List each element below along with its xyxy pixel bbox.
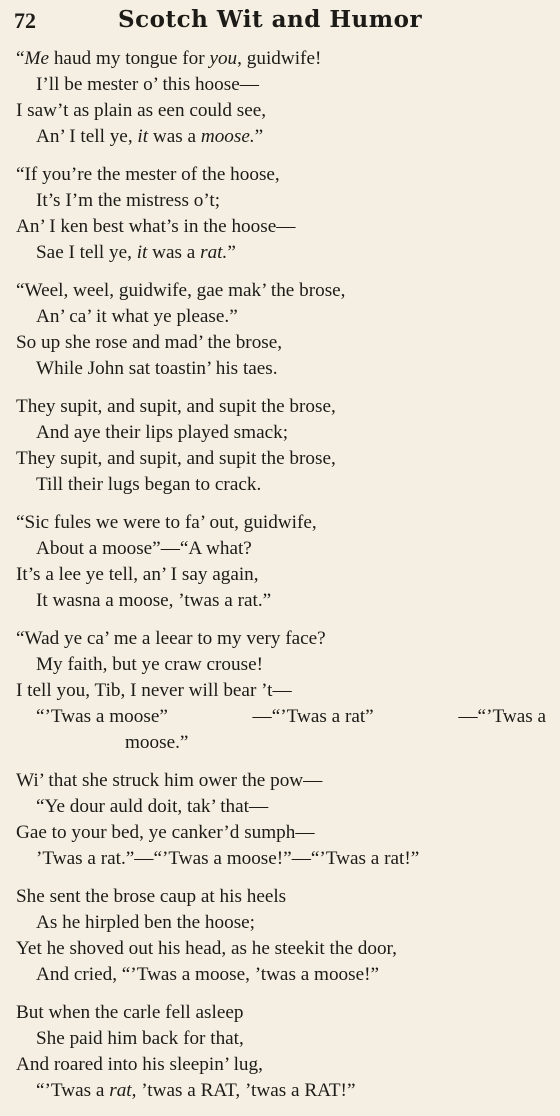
poem-line: It’s I’m the mistress o’t; xyxy=(36,190,221,211)
poem-line: “If you’re the mester of the hoose, xyxy=(16,164,280,185)
line-text: “ xyxy=(16,48,25,69)
stanza-2 xyxy=(16,162,548,266)
line-text: “’Twas a moose” xyxy=(36,706,168,727)
poem-line xyxy=(16,124,548,150)
poem-line: And cried, “’Twas a moose, ’twas a moose!” xyxy=(36,964,380,985)
line-text: haud my tongue for xyxy=(49,48,210,69)
stanza-7 xyxy=(16,768,548,872)
line-text: —“’Twas a xyxy=(458,706,546,727)
poem-line: It’s a lee ye tell, an’ I say again, xyxy=(16,564,259,585)
stanza-9 xyxy=(16,1000,548,1104)
stanza-6 xyxy=(16,626,548,756)
line-text: An’ I tell ye, xyxy=(36,126,138,147)
line-text: “’Twas a xyxy=(36,1080,110,1101)
poem-line: It wasna a moose, ’twas a rat.” xyxy=(36,590,272,611)
poem-line: About a moose”—“A what? xyxy=(36,538,252,559)
poem-line: My faith, but ye craw crouse! xyxy=(36,654,263,675)
poem-line: As he hirpled ben the hoose; xyxy=(36,912,256,933)
poem-line: While John sat toastin’ his taes. xyxy=(36,358,278,379)
stanza-4 xyxy=(16,394,548,498)
page-header xyxy=(0,6,560,36)
poem-line: They supit, and supit, and supit the brose, xyxy=(16,396,336,417)
stanza-1 xyxy=(16,46,548,150)
poem-line: An’ ca’ it what ye please.” xyxy=(36,306,238,327)
italic-text: you xyxy=(209,48,238,69)
poem-line: But when the carle fell asleep xyxy=(16,1002,244,1023)
poem-line: Till their lugs began to crack. xyxy=(36,474,262,495)
stanza-3 xyxy=(16,278,548,382)
line-text: ” xyxy=(254,126,264,147)
italic-text: rat xyxy=(109,1080,132,1101)
stanza-8 xyxy=(16,884,548,988)
poem-line: An’ I ken best what’s in the hoose— xyxy=(16,216,296,237)
line-text: was a xyxy=(147,242,201,263)
poem-line: I tell you, Tib, I never will bear ’t— xyxy=(16,680,292,701)
poem-line: “Sic fules we were to fa’ out, guidwife, xyxy=(16,512,317,533)
italic-text: Me xyxy=(24,48,50,69)
poem-line: Yet he shoved out his head, as he steekit the door, xyxy=(16,938,397,959)
line-text: —“’Twas a rat” xyxy=(252,706,374,727)
poem-line: Gae to your bed, ye canker’d sumph— xyxy=(16,822,315,843)
italic-text: moose. xyxy=(200,126,255,147)
poem-line: They supit, and supit, and supit the brose, xyxy=(16,448,336,469)
italic-text: rat. xyxy=(200,242,228,263)
poem-line: She sent the brose caup at his heels xyxy=(16,886,287,907)
poem-line: “Wad ye ca’ me a leear to my very face? xyxy=(16,628,326,649)
line-text: , ’twas a RAT, ’twas a RAT!” xyxy=(131,1080,356,1101)
stanza-5 xyxy=(16,510,548,614)
poem-line: Wi’ that she struck him ower the pow— xyxy=(16,770,323,791)
poem-line xyxy=(16,704,548,730)
poem xyxy=(16,46,548,1116)
line-text: , guidwife! xyxy=(237,48,322,69)
line-text: was a xyxy=(148,126,201,147)
italic-text: it xyxy=(137,126,149,147)
page-number: 72 xyxy=(14,8,36,33)
line-text: Sae I tell ye, xyxy=(36,242,137,263)
poem-line xyxy=(16,1078,548,1104)
poem-line: And roared into his sleepin’ lug, xyxy=(16,1054,263,1075)
poem-line: I saw’t as plain as een could see, xyxy=(16,100,267,121)
poem-line: I’ll be mester o’ this hoose— xyxy=(36,74,259,95)
poem-line: So up she rose and mad’ the brose, xyxy=(16,332,283,353)
poem-line: “Weel, weel, guidwife, gae mak’ the brose, xyxy=(16,280,346,301)
poem-line: And aye their lips played smack; xyxy=(36,422,289,443)
poem-line: moose.” xyxy=(125,732,189,753)
line-text: ” xyxy=(227,242,236,263)
italic-text: it xyxy=(136,242,148,263)
poem-line: She paid him back for that, xyxy=(36,1028,244,1049)
running-title: Scotch Wit and Humor xyxy=(118,6,423,33)
poem-line xyxy=(16,46,548,72)
poem-line: “Ye dour auld doit, tak’ that— xyxy=(36,796,269,817)
poem-line xyxy=(16,240,548,266)
poem-line: ’Twas a rat.”—“’Twas a moose!”—“’Twas a rat!” xyxy=(36,848,420,869)
